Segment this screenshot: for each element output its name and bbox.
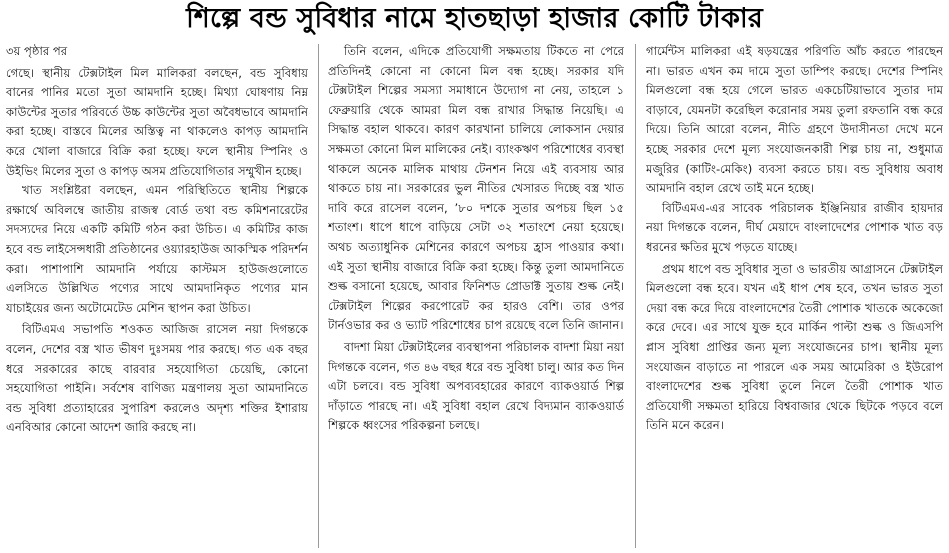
article-column-1 xyxy=(6,42,308,550)
paragraph: প্রথম ধাপে বন্ড সুবিধার সুতা ও ভারতীয় আগ্রাসনে টেক্সটাইল মিলগুলো বন্ধ হবে। যখন এই ধাপ শেষ হবে, তখন ভারত সুতা দেয়া বন্ধ করে দিয়ে বাংলাদেশের তৈরী পোশাক খাতকে অকেজো করে দেবে। এর সাথে যুক্ত হবে মার্কিন পাল্টা শুল্ক ও জিএসপি প্লাস সুবিধা প্রাপ্তির জন্য মূল্য সংযোজনের চাপ। স্থানীয় মূল্য সংযোজন বাড়াতে না পারলে এক সময় আমেরিকা ও ইউরোপ বাংলাদেশের শুল্ক সুবিধা তুলে নিলে তৈরী পোশাক খাত প্রতিযোগী সক্ষমতা হারিয়ে বিশ্ববাজার থেকে ছিটকে পড়বে বলে তিনি মনে করেন। xyxy=(646,261,943,433)
paragraph: গেছে। স্থানীয় টেক্সটাইল মিল মালিকরা বলছেন, বন্ড সুবিধায় বানের পানির মতো সুতা আমদানি হচ্ছে। মিথ্যা ঘোষণায় নিম্ন কাউন্টের সুতার পরিবর্তে উচ্চ কাউন্টের সুতা অবৈধভাবে আমদানি করা হচ্ছে। বাস্তবে মিলের অস্তিত্ব না থাকলেও কাপড় আমদানি করে খোলা বাজারে বিক্রি করা হচ্ছে। ফলে স্থানীয় স্পিনিং ও উইভিং মিলের সুতা ও কাপড় অসম প্রতিযোগিতার সম্মুখীন হচ্ছে। xyxy=(6,65,308,178)
paragraph: তিনি বলেন, এদিকে প্রতিযোগী সক্ষমতায় টিকতে না পেরে প্রতিদিনই কোনো না কোনো মিল বন্ধ হচ্ছে। সরকার যদি টেক্সটাইল শিল্পের সমস্যা সমাধানে উদ্যোগ না নেয়, তাহলে ১ ফেব্রুয়ারি থেকে আমরা মিল বন্ধ রাখার সিদ্ধান্ত নিয়েছি। এ সিদ্ধান্ত বহাল থাকবে। কারণ কারখানা চালিয়ে লোকসান দেয়ার সক্ষমতা কোনো মিল মালিকের নেই। ব্যাংকঋণ পরিশোধের ব্যবস্থা থাকলে অনেক মালিক মাথায় টেনশন নিয়ে এই ব্যবসায় আর থাকতে চায় না। সরকারের ভুল নীতির খেসারত দিচ্ছে বস্ত্র খাত দাবি করে রাসেল বলেন, ’৮০ দশকে সুতার অপচয় ছিল ১৫ শতাংশ। ধাপে ধাপে বাড়িয়ে সেটা ৩২ শতাংশে নেয়া হয়েছে। অথচ অত্যাধুনিক মেশিনের কারণে অপচয় হ্রাস পাওয়ার কথা। এই সুতা স্থানীয় বাজারে বিক্রি করা হচ্ছে। কিন্তু তুলা আমদানিতে শুল্ক বসানো হয়েছে, আবার ফিনিশড প্রোডাক্ট সুতায় শুল্ক নেই। টেক্সটাইল শিল্পের করপোরেট কর হারও বেশি। তার ওপর টার্নওভার কর ও ভ্যাট পরিশোধের চাপ রয়েছে বলে তিনি জানান। xyxy=(328,44,624,333)
paragraph: খাত সংশ্লিষ্টরা বলছেন, এমন পরিস্থিতিতে স্থানীয় শিল্পকে রক্ষার্থে অবিলম্বে জাতীয় রাজস্ব বোর্ড তথা বন্ড কমিশনারেটের সদস্যদের নিয়ে একটি কমিটি গঠন করা উচিত। এ কমিটির কাজ হবে বন্ড লাইসেন্সধারী প্রতিষ্ঠানের ওয়্যারহাউজ আকস্মিক পরিদর্শন করা। পাশাপাশি আমদানি পর্যায়ে কাস্টমস হাউজগুলোতে এলসিতে উল্লিখিত পণ্যের সাথে আমদানিকৃত পণ্যের মান যাচাইয়ের জন্য অটোমেটেড মেশিন স্থাপন করা উচিত। xyxy=(6,183,308,315)
column-divider xyxy=(318,44,319,548)
paragraph: বিটিএমএ-এর সাবেক পরিচালক ইঞ্জিনিয়ার রাজীব হায়দার নয়া দিগন্তকে বলেন, দীর্ঘ মেয়াদে বাংলাদেশের পোশাক খাত বড় ধরনের ক্ষতির মুখে পড়তে যাচ্ছে। xyxy=(646,200,943,254)
column-divider xyxy=(635,44,636,548)
headline: শিল্পে বন্ড সুবিধার নামে হাতছাড়া হাজার কোটি টাকার xyxy=(186,2,763,34)
article-body xyxy=(6,42,943,550)
article-column-3 xyxy=(646,42,943,550)
paragraph: বাদশা মিয়া টেক্সটাইলের ব্যবস্থাপনা পরিচালক বাদশা মিয়া নয়া দিগন্তকে বলেন, গত ৪৬ বছর ধরে বন্ড সুবিধা চালু। আর কত দিন এটা চলবে। বন্ড সুবিধা অপব্যবহারের কারণে ব্যাকওয়ার্ড শিল্প দাঁড়াতে পারছে না। এই সুবিধা বহাল রেখে বিদ্যমান ব্যাকওয়ার্ড শিল্পকে ধ্বংসের পরিকল্পনা চলছে। xyxy=(328,339,624,433)
paragraph: বিটিএমএ সভাপতি শওকত আজিজ রাসেল নয়া দিগন্তকে বলেন, দেশের বস্ত্র খাত ভীষণ দুঃসময় পার করছে। গত এক বছর ধরে সরকারের কাছে বারবার সহযোগিতা চেয়েছি, কোনো সহযোগিতা পাইনি। সর্বশেষ বাণিজ্য মন্ত্রণালয় সুতা আমদানিতে বন্ড সুবিধা প্রত্যাহারের সুপারিশ করলেও অদৃশ্য শক্তির ইশারায় এনবিআর কোনো আদেশ জারি করছে না। xyxy=(6,322,308,435)
paragraph: গার্মেন্টস মালিকরা এই ষড়যন্ত্রের পরিণতি আঁচ করতে পারছেন না। ভারত এখন কম দামে সুতা ডাম্পিং করছে। দেশের স্পিনিং মিলগুলো বন্ধ হয়ে গেলে ভারত একচেটিয়াভাবে সুতার দাম বাড়াবে, যেমনটা করেছিল করোনার সময় তুলা রফতানি বন্ধ করে দিয়ে। তিনি আরো বলেন, নীতি গ্রহণে উদাসীনতা দেখে মনে হচ্ছে সরকার দেশে মূল্য সংযোজনকারী শিল্প চায় না, শুধুমাত্র মজুরির (কাটিং-মেকিং) ব্যবসা করতে চায়। বন্ড সুবিধায় অবাধ আমদানি বহাল রেখে তাই মনে হচ্ছে। xyxy=(646,44,943,196)
article-column-2 xyxy=(328,42,624,550)
continued-from-label: ৩য় পৃষ্ঠার পর xyxy=(6,44,68,58)
